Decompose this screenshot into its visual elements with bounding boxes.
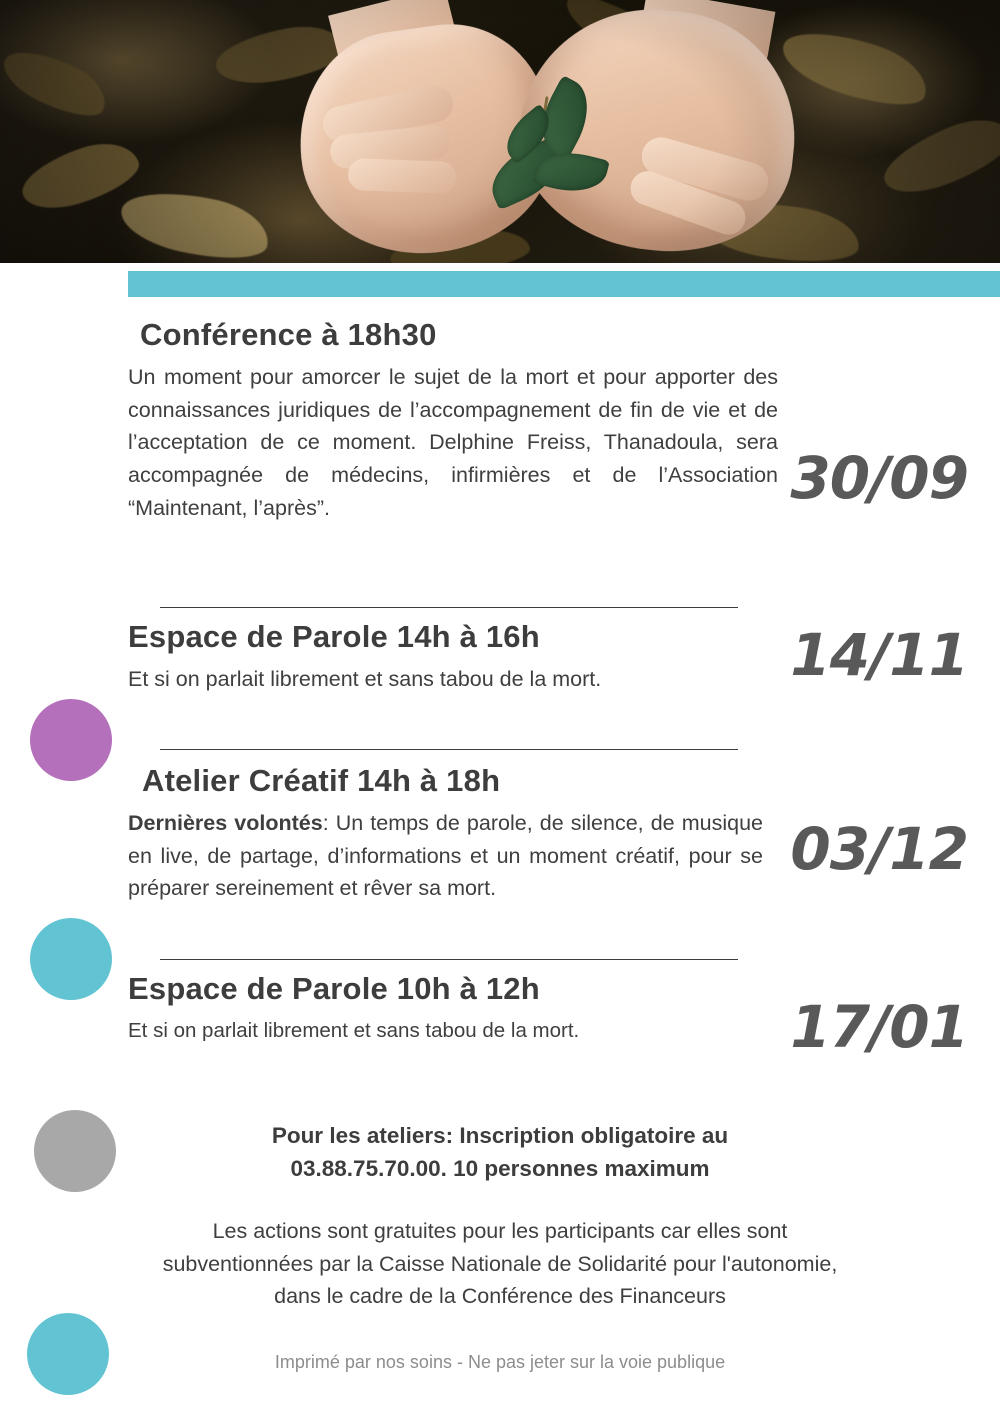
event-description: [128, 807, 763, 905]
event-description: Un moment pour amorcer le sujet de la mort et pour apporter des connaissances juridiques de l’accompagnement de fin de vie et de l’acceptation de ce moment. Delphine Freiss, Thanadoula, sera accompagnée de médecins, infirmières et de l’Association “Maintenant, l’après”.: [128, 365, 778, 520]
event-date: 14/11: [790, 621, 968, 689]
event-description-rest: : Un temps de parole, de silence, de musique en live, de partage, d’informations et un moment créatif, pour se préparer sereinement et rêver sa mort.: [128, 811, 763, 901]
event-title: Espace de Parole 14h à 16h: [128, 619, 540, 654]
event-description-lead: Dernières volontés: [128, 811, 323, 835]
hero-photo: [0, 0, 1000, 263]
event-date: 30/09: [790, 444, 968, 512]
bullet-dot-teal: [30, 918, 112, 1000]
section-divider: [160, 607, 738, 608]
event-item: [128, 763, 984, 905]
section-divider: [160, 959, 738, 960]
event-title: Espace de Parole 10h à 12h: [128, 971, 540, 1006]
event-title: Conférence à 18h30: [140, 317, 437, 352]
event-description: Et si on parlait librement et sans tabou de la mort.: [128, 667, 602, 691]
event-item: [128, 317, 984, 524]
registration-line-2: 03.88.75.70.00. 10 personnes maximum: [290, 1155, 710, 1181]
registration-notice: [150, 1120, 850, 1185]
footer: [0, 1120, 1000, 1373]
bullet-dot-purple: [30, 699, 112, 781]
funding-notice: [80, 1215, 920, 1312]
legal-notice: Imprimé par nos soins - Ne pas jeter sur la voie publique: [274, 1352, 726, 1372]
event-item: [128, 619, 984, 696]
photo-vignette: [0, 0, 1000, 263]
funding-line-2: subventionnées par la Caisse Nationale de Solidarité pour l'autonomie,: [162, 1251, 838, 1276]
event-date: 03/12: [790, 815, 968, 883]
event-date: 17/01: [790, 993, 968, 1061]
registration-line-1: Pour les ateliers: Inscription obligatoire au: [271, 1123, 729, 1148]
event-description: Et si on parlait librement et sans tabou de la mort.: [128, 1019, 580, 1042]
teal-accent-bar: [128, 271, 1000, 297]
funding-line-3: dans le cadre de la Conférence des Financeurs: [274, 1283, 726, 1308]
event-item: [128, 971, 984, 1061]
event-title: Atelier Créatif 14h à 18h: [142, 763, 501, 798]
funding-line-1: Les actions sont gratuites pour les participants car elles sont: [212, 1219, 788, 1244]
section-divider: [160, 749, 738, 750]
